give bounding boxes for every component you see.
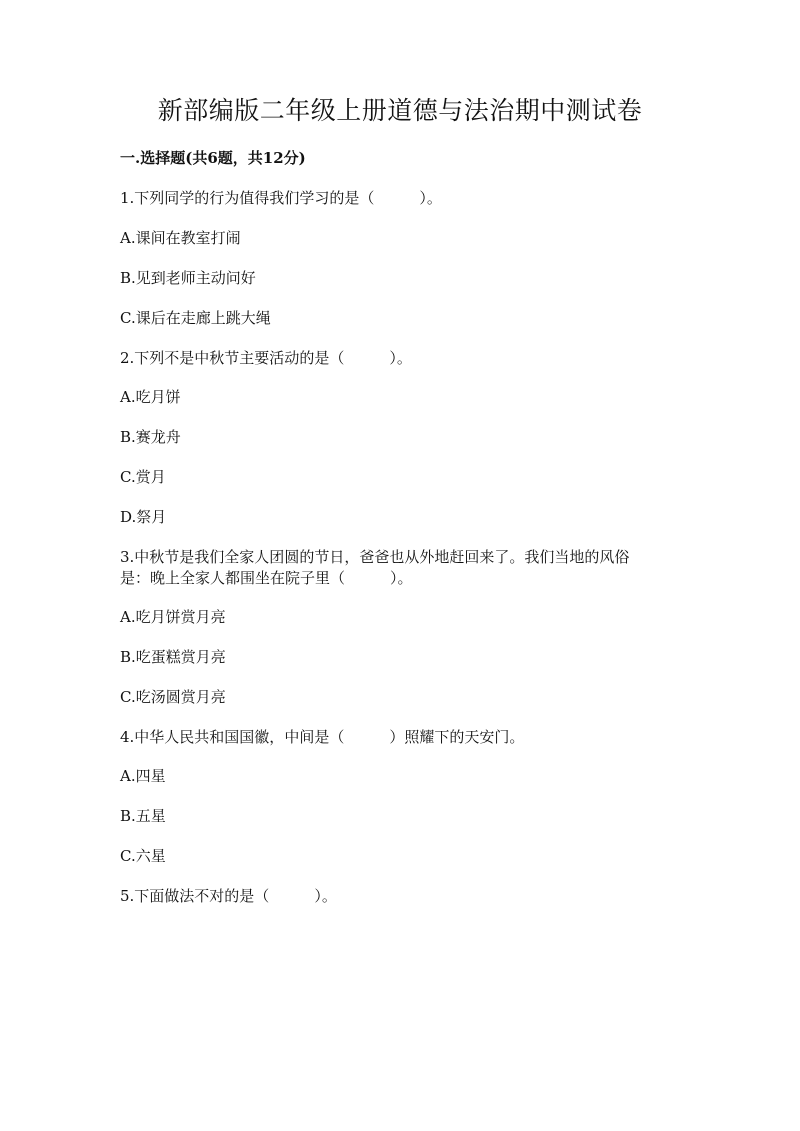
- question-3-option-c: C.吃汤圆赏月亮: [120, 688, 226, 706]
- question-1-option-a: A.课间在教室打闹: [120, 229, 241, 247]
- question-2-option-c: C.赏月: [120, 468, 166, 486]
- question-4-stem: 4.中华人民共和国国徽，中间是（ ）照耀下的天安门。: [120, 728, 525, 746]
- page-title: 新部编版二年级上册道德与法治期中测试卷: [157, 96, 643, 125]
- question-3-option-a: A.吃月饼赏月亮: [120, 608, 226, 626]
- question-1-option-b: B.见到老师主动问好: [120, 269, 256, 287]
- question-1-stem: 1.下列同学的行为值得我们学习的是（ ）。: [120, 189, 442, 207]
- question-3-stem-line-2: 是：晚上全家人都围坐在院子里（ ）。: [120, 569, 413, 587]
- question-3-stem-line-1: 3.中秋节是我们全家人团圆的节日，爸爸也从外地赶回来了。我们当地的风俗: [120, 548, 630, 566]
- question-1-option-c: C.课后在走廊上跳大绳: [120, 309, 271, 327]
- question-4-option-a: A.四星: [120, 767, 166, 785]
- question-3-option-b: B.吃蛋糕赏月亮: [120, 648, 226, 666]
- section-heading: 一.选择题(共6题，共12分): [120, 149, 306, 167]
- question-4-option-b: B.五星: [120, 807, 166, 825]
- question-2-option-d: D.祭月: [120, 508, 167, 526]
- question-4-option-c: C.六星: [120, 847, 166, 865]
- question-2-option-b: B.赛龙舟: [120, 428, 181, 446]
- question-2-option-a: A.吃月饼: [120, 388, 181, 406]
- question-2-stem: 2.下列不是中秋节主要活动的是（ ）。: [120, 349, 412, 367]
- question-5-stem: 5.下面做法不对的是（ ）。: [120, 887, 337, 905]
